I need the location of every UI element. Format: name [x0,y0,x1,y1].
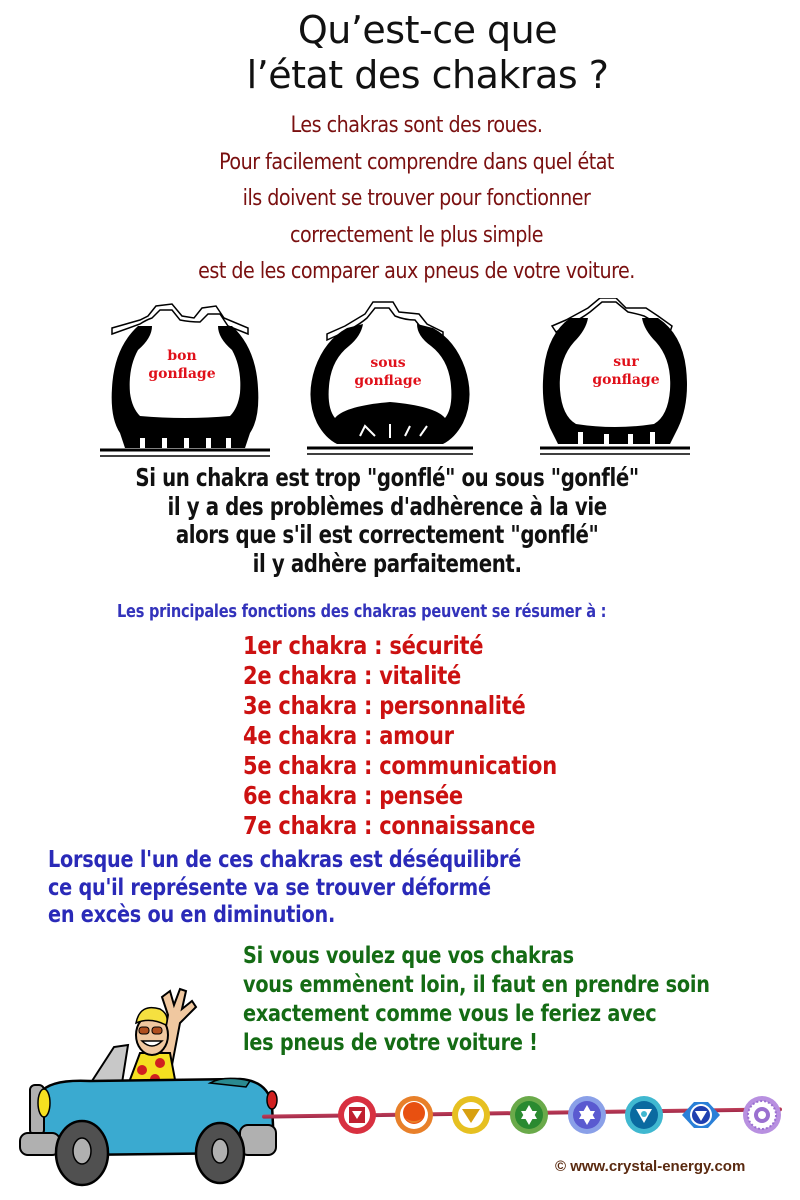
intro-line: Pour facilement comprendre dans quel état [219,148,614,175]
chakra-item-2: 2e chakra : vitalité [243,661,461,690]
imbalance-line: en excès ou en diminution. [48,900,336,928]
advice-line: Si vous voulez que vos chakras [243,941,574,969]
imbalance-line: ce qu'il représente va se trouver déformé [48,872,491,901]
root-chakra-icon [336,1094,378,1136]
tire-under-inflation [305,298,475,458]
advice-line: exactement comme vous le feriez avec [243,999,657,1027]
tire-good-inflation [100,298,270,458]
functions-intro: Les principales fonctions des chakras peuvent se résumer à : [117,601,607,622]
crown-chakra-icon [741,1094,783,1136]
chakra-item-6: 6e chakra : pensée [243,781,463,810]
chakra-item-4: 4e chakra : amour [243,721,454,750]
explanation-line: alors que s'il est correctement "gonflé" [175,520,599,549]
car-illustration [10,975,280,1195]
imbalance-text [48,846,521,929]
intro-line: Les chakras sont des roues. [290,112,543,138]
tire-label: bon gonflage [148,348,216,382]
advice-text [243,941,710,1057]
brow-chakra-icon [680,1094,722,1136]
intro-line: correctement le plus simple [290,221,543,248]
explanation-line: il y a des problèmes d'adhèrence à la vie [167,491,607,521]
chakra-item-7: 7e chakra : connaissance [243,811,536,840]
explanation-text [0,464,774,578]
sacral-chakra-icon [393,1094,435,1136]
title-line-1: Qu’est-ce que [297,8,558,52]
intro-text [0,107,800,290]
advice-line: les pneus de votre voiture ! [243,1028,538,1056]
car-with-driver-icon [10,975,280,1195]
page-title [0,8,800,98]
chakra-item-5: 5e chakra : communication [243,751,557,780]
solar-plexus-chakra-icon [450,1094,492,1136]
copyright-link[interactable]: © www.crystal-energy.com [555,1158,746,1175]
chakra-list [243,631,557,841]
intro-line: ils doivent se trouver pour fonctionner [242,185,591,211]
title-line-2: l’état des chakras ? [246,53,609,97]
chakra-item-1: 1er chakra : sécurité [243,631,484,660]
imbalance-line: Lorsque l'un de ces chakras est déséquilibré [48,845,522,873]
explanation-line: Si un chakra est trop "gonflé" ou sous "gonflé" [135,463,639,492]
third-eye-chakra-icon [623,1094,665,1136]
chakra-item-3: 3e chakra : personnalité [243,691,526,720]
tire-over-inflation [530,298,700,458]
explanation-line: il y adhère parfaitement. [252,548,522,578]
heart-chakra-icon [508,1094,550,1136]
tire-label: sous gonflage [354,355,422,389]
tire-label: sur gonflage [592,354,660,388]
throat-chakra-icon [566,1094,608,1136]
intro-line: est de les comparer aux pneus de votre voiture. [198,258,635,284]
advice-line: vous emmènent loin, il faut en prendre soin [243,970,710,998]
